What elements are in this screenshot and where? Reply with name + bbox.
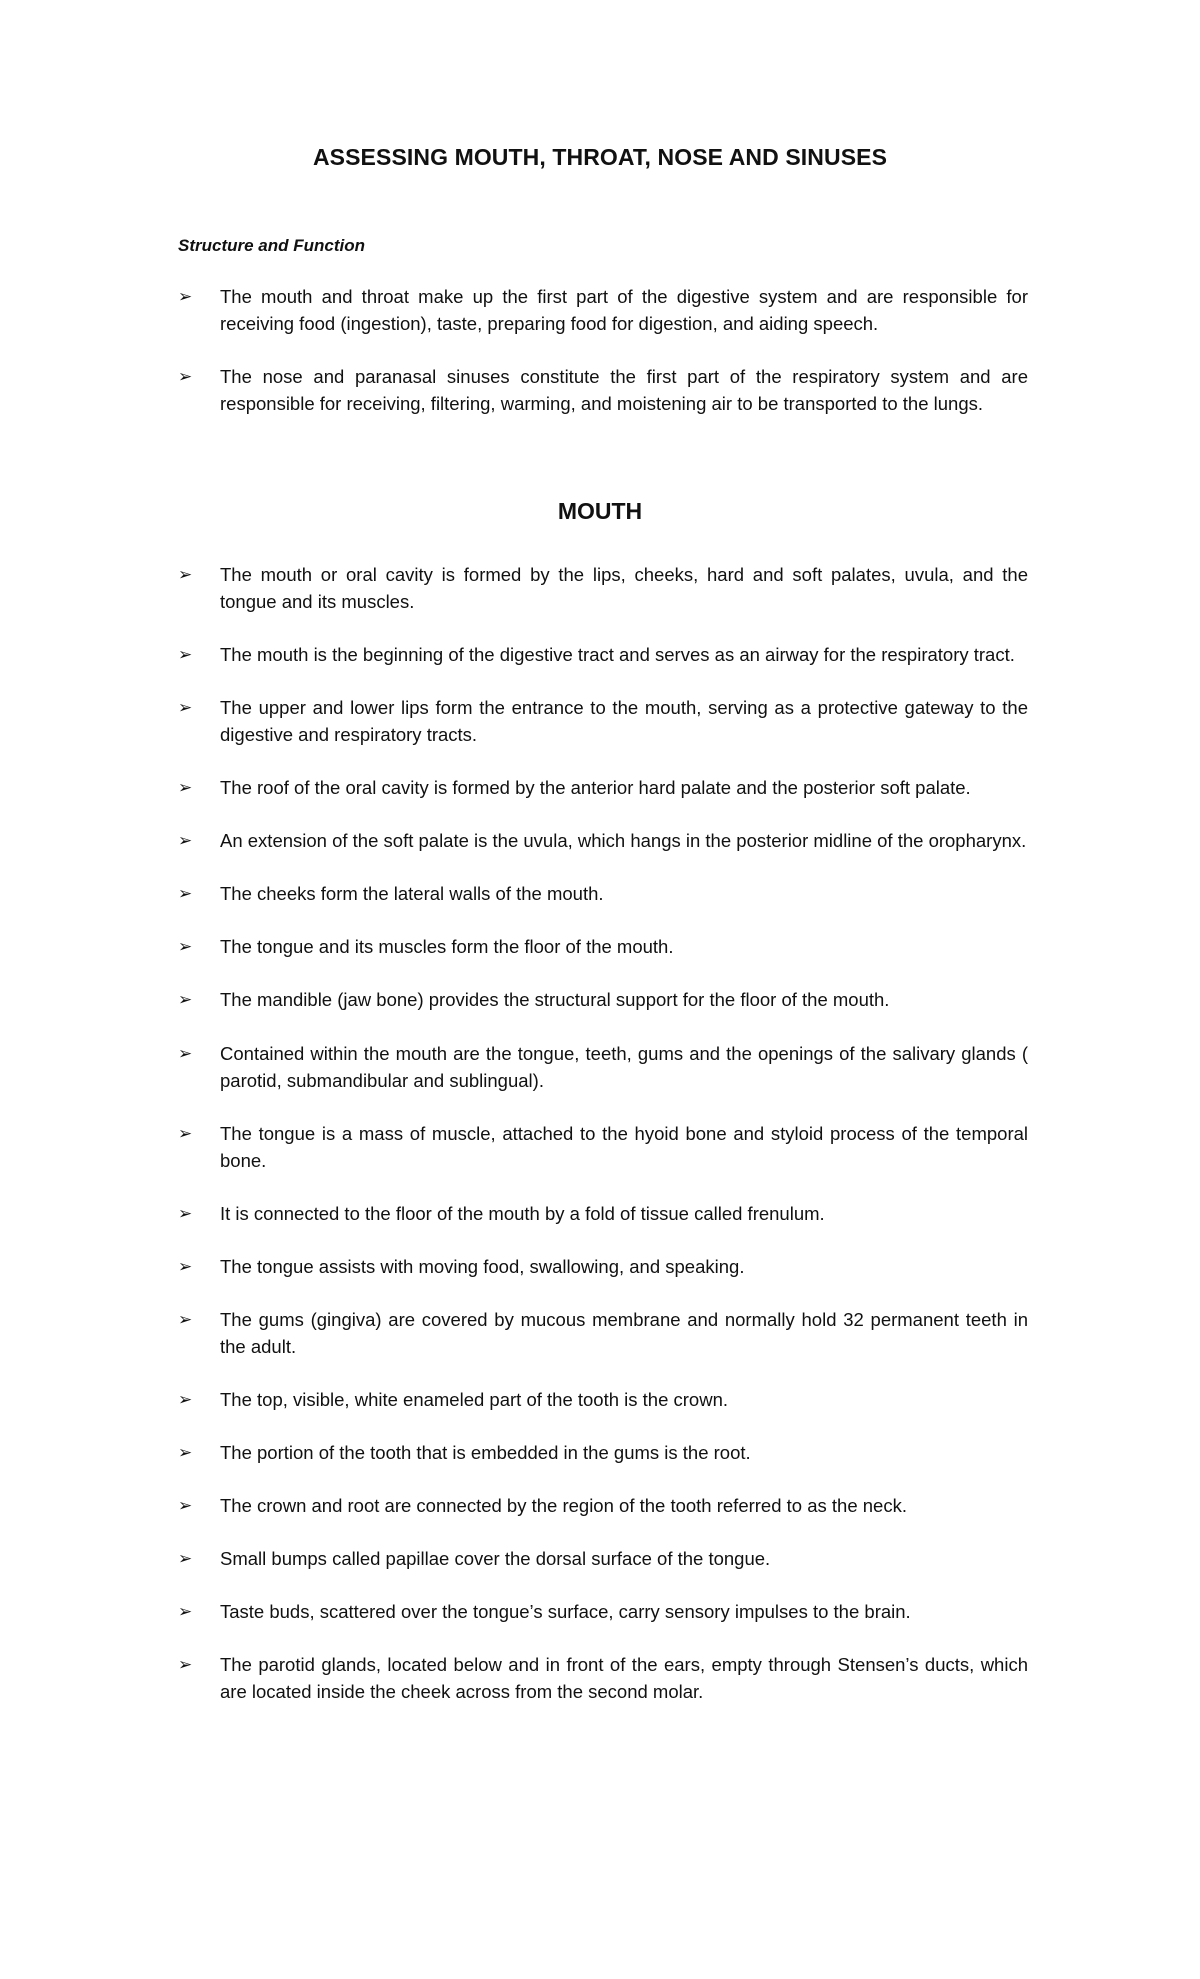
bullet-text: It is connected to the floor of the mouth by a fold of tissue called frenulum. bbox=[220, 1203, 825, 1224]
list-item bbox=[178, 986, 1028, 1013]
structure-function-subheading: Structure and Function bbox=[178, 236, 365, 255]
arrow-bullet-icon: ➢ bbox=[178, 1655, 193, 1674]
arrow-bullet-icon: ➢ bbox=[178, 645, 193, 664]
arrow-bullet-icon: ➢ bbox=[178, 1390, 193, 1409]
list-item bbox=[178, 1306, 1028, 1360]
list-item bbox=[178, 774, 1028, 801]
bullet-text: Contained within the mouth are the tongue, teeth, gums and the openings of the salivary glands ( parotid, submandibular and sublingual). bbox=[220, 1043, 1028, 1091]
list-item bbox=[178, 1040, 1028, 1094]
bullet-text: The crown and root are connected by the region of the tooth referred to as the neck. bbox=[220, 1495, 907, 1516]
arrow-bullet-icon: ➢ bbox=[178, 1044, 193, 1063]
list-item bbox=[178, 694, 1028, 748]
list-item bbox=[178, 1120, 1028, 1174]
bullet-text: The upper and lower lips form the entrance to the mouth, serving as a protective gateway to the digestive and respiratory tracts. bbox=[220, 697, 1028, 745]
bullet-text: The parotid glands, located below and in front of the ears, empty through Stensen’s ducts, which are located inside the cheek across from the second molar. bbox=[220, 1654, 1028, 1702]
bullet-text: The tongue is a mass of muscle, attached to the hyoid bone and styloid process of the temporal bone. bbox=[220, 1123, 1028, 1171]
document-title: ASSESSING MOUTH, THROAT, NOSE AND SINUSES bbox=[312, 144, 888, 170]
list-item bbox=[178, 561, 1028, 615]
arrow-bullet-icon: ➢ bbox=[178, 937, 193, 956]
arrow-bullet-icon: ➢ bbox=[178, 1549, 193, 1568]
list-item bbox=[178, 1651, 1028, 1705]
arrow-bullet-icon: ➢ bbox=[178, 884, 193, 903]
list-item bbox=[178, 1200, 1028, 1227]
bullet-text: The nose and paranasal sinuses constitute the first part of the respiratory system and are responsible for receiving, filtering, warming, and moistening air to be transported to the lungs. bbox=[220, 366, 1028, 414]
mouth-bullet-list bbox=[178, 561, 1028, 1731]
arrow-bullet-icon: ➢ bbox=[178, 1310, 193, 1329]
arrow-bullet-icon: ➢ bbox=[178, 1496, 193, 1515]
bullet-text: The mouth or oral cavity is formed by the lips, cheeks, hard and soft palates, uvula, and the tongue and its muscles. bbox=[220, 564, 1028, 612]
arrow-bullet-icon: ➢ bbox=[178, 990, 193, 1009]
list-item bbox=[178, 827, 1028, 854]
list-item bbox=[178, 1386, 1028, 1413]
arrow-bullet-icon: ➢ bbox=[178, 1443, 193, 1462]
bullet-text: Small bumps called papillae cover the dorsal surface of the tongue. bbox=[220, 1548, 771, 1569]
bullet-text: The gums (gingiva) are covered by mucous membrane and normally hold 32 permanent teeth in the adult. bbox=[220, 1309, 1028, 1357]
list-item bbox=[178, 880, 1028, 907]
bullet-text: The roof of the oral cavity is formed by the anterior hard palate and the posterior soft palate. bbox=[220, 777, 971, 798]
arrow-bullet-icon: ➢ bbox=[178, 831, 193, 850]
arrow-bullet-icon: ➢ bbox=[178, 287, 193, 306]
intro-bullet-list bbox=[178, 283, 1028, 443]
bullet-text: The mouth and throat make up the first part of the digestive system and are responsible for receiving food (ingestion), taste, preparing food for digestion, and aiding speech. bbox=[220, 286, 1028, 334]
list-item bbox=[178, 363, 1028, 417]
arrow-bullet-icon: ➢ bbox=[178, 1204, 193, 1223]
bullet-text: The top, visible, white enameled part of the tooth is the crown. bbox=[220, 1389, 729, 1410]
list-item bbox=[178, 1545, 1028, 1572]
bullet-text: The mouth is the beginning of the digestive tract and serves as an airway for the respiratory tract. bbox=[220, 644, 1015, 665]
arrow-bullet-icon: ➢ bbox=[178, 778, 193, 797]
mouth-section-heading: MOUTH bbox=[557, 498, 643, 524]
bullet-text: The cheeks form the lateral walls of the mouth. bbox=[220, 883, 604, 904]
bullet-text: An extension of the soft palate is the uvula, which hangs in the posterior midline of the oropharynx. bbox=[220, 830, 1027, 851]
list-item bbox=[178, 1253, 1028, 1280]
arrow-bullet-icon: ➢ bbox=[178, 698, 193, 717]
list-item bbox=[178, 283, 1028, 337]
arrow-bullet-icon: ➢ bbox=[178, 1602, 193, 1621]
arrow-bullet-icon: ➢ bbox=[178, 1257, 193, 1276]
bullet-text: The tongue assists with moving food, swallowing, and speaking. bbox=[220, 1256, 745, 1277]
bullet-text: Taste buds, scattered over the tongue’s surface, carry sensory impulses to the brain. bbox=[220, 1601, 911, 1622]
list-item bbox=[178, 641, 1028, 668]
bullet-text: The portion of the tooth that is embedded in the gums is the root. bbox=[220, 1442, 751, 1463]
list-item bbox=[178, 933, 1028, 960]
arrow-bullet-icon: ➢ bbox=[178, 1124, 193, 1143]
list-item bbox=[178, 1492, 1028, 1519]
list-item bbox=[178, 1439, 1028, 1466]
list-item bbox=[178, 1598, 1028, 1625]
bullet-text: The tongue and its muscles form the floor of the mouth. bbox=[220, 936, 674, 957]
bullet-text: The mandible (jaw bone) provides the structural support for the floor of the mouth. bbox=[220, 989, 890, 1010]
arrow-bullet-icon: ➢ bbox=[178, 565, 193, 584]
arrow-bullet-icon: ➢ bbox=[178, 367, 193, 386]
